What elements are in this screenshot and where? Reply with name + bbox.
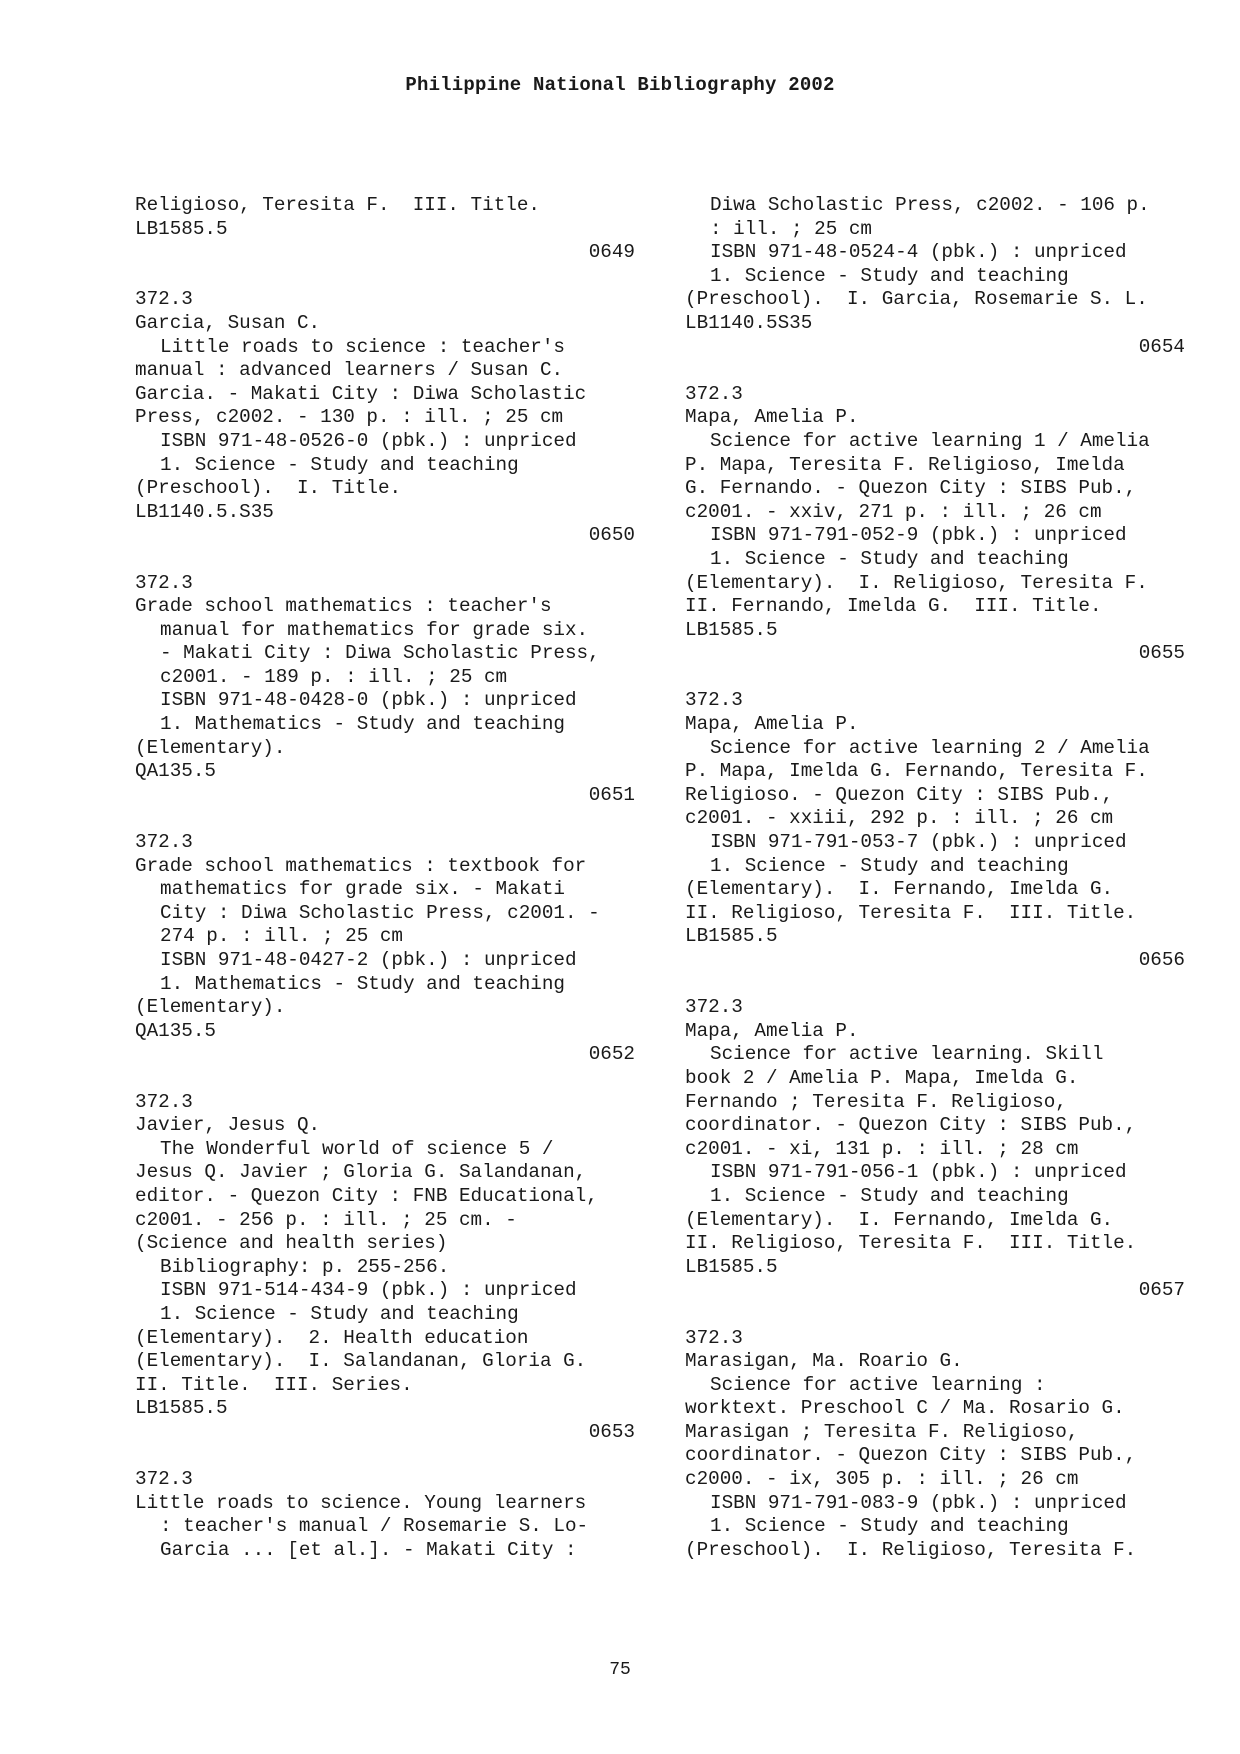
- entry-line: II. Religioso, Teresita F. III. Title.: [685, 1232, 1137, 1255]
- entry-line: G. Fernando. - Quezon City : SIBS Pub.,: [685, 477, 1137, 500]
- entry-line: II. Religioso, Teresita F. III. Title.: [685, 901, 1137, 924]
- entry-line: coordinator. - Quezon City : SIBS Pub.,: [685, 1444, 1137, 1467]
- entry-line: Science for active learning. Skill: [710, 1043, 1104, 1066]
- entry-line: ISBN 971-791-083-9 (pbk.) : unpriced: [710, 1491, 1127, 1514]
- entry-line: (Preschool). I. Religioso, Teresita F.: [685, 1538, 1137, 1561]
- entry-line: Mapa, Amelia P.: [685, 713, 859, 736]
- entry-line: 1. Mathematics - Study and teaching: [160, 713, 565, 736]
- entry-spacer: [135, 265, 635, 289]
- entry-line: Religioso. - Quezon City : SIBS Pub.,: [685, 783, 1114, 806]
- entry-spacer: [685, 359, 1185, 383]
- page-number: 75: [609, 1660, 631, 1680]
- entry-spacer: [135, 548, 635, 572]
- entry-line: ISBN 971-791-052-9 (pbk.) : unpriced: [710, 524, 1127, 547]
- class-number: 372.3: [685, 382, 743, 405]
- entry-number: 0654: [1138, 335, 1185, 358]
- bibliography-entry: [685, 996, 1185, 1303]
- entry-line: (Elementary). I. Fernando, Imelda G.: [685, 878, 1114, 901]
- entry-line: ISBN 971-48-0526-0 (pbk.) : unpriced: [160, 429, 577, 452]
- left-column: [135, 194, 635, 1562]
- entry-line: manual for mathematics for grade six.: [160, 618, 589, 641]
- entry-line: c2001. - xi, 131 p. : ill. ; 28 cm: [685, 1137, 1079, 1160]
- bibliography-entry: [135, 288, 635, 548]
- entry-line: LB1585.5: [685, 618, 778, 641]
- bibliography-entry: [135, 1091, 635, 1445]
- continued-entry-line: Diwa Scholastic Press, c2002. - 106 p.: [710, 194, 1150, 216]
- entry-line: 1. Science - Study and teaching: [710, 854, 1069, 877]
- entry-line: 1. Science - Study and teaching: [710, 547, 1069, 570]
- entry-line: c2001. - xxiv, 271 p. : ill. ; 26 cm: [685, 500, 1102, 523]
- entry-spacer: [685, 666, 1185, 690]
- entry-line: Little roads to science : teacher's: [160, 335, 565, 358]
- entry-line: c2001. - 189 p. : ill. ; 25 cm: [160, 665, 508, 688]
- entry-line: 1. Science - Study and teaching: [710, 1184, 1069, 1207]
- entry-number: 0649: [588, 241, 635, 264]
- entry-line: 1. Science - Study and teaching: [710, 1515, 1069, 1538]
- entry-spacer: [685, 973, 1185, 997]
- entry-number: 0651: [588, 783, 635, 806]
- entry-line: (Elementary). I. Religioso, Teresita F.: [685, 571, 1148, 594]
- entry-line: Garcia. - Makati City : Diwa Scholastic: [135, 382, 587, 405]
- entry-line: Marasigan ; Teresita F. Religioso,: [685, 1420, 1079, 1443]
- entry-line: (Elementary). 2. Health education: [135, 1326, 529, 1349]
- entry-line: coordinator. - Quezon City : SIBS Pub.,: [685, 1114, 1137, 1137]
- entry-line: Grade school mathematics : teacher's: [135, 595, 552, 618]
- bibliography-entry: [685, 689, 1185, 972]
- continued-entry-line: LB1585.5: [135, 217, 228, 240]
- continued-entry-line: ISBN 971-48-0524-4 (pbk.) : unpriced: [710, 241, 1127, 264]
- entry-line: c2000. - ix, 305 p. : ill. ; 26 cm: [685, 1468, 1079, 1491]
- entry-line: (Elementary).: [135, 736, 286, 759]
- class-number: 372.3: [135, 1090, 193, 1113]
- page-title: Philippine National Bibliography 2002: [405, 74, 835, 96]
- entry-line: Press, c2002. - 130 p. : ill. ; 25 cm: [135, 406, 564, 429]
- entry-line: (Elementary). I. Salandanan, Gloria G.: [135, 1350, 587, 1373]
- entry-line: Fernando ; Teresita F. Religioso,: [685, 1090, 1067, 1113]
- entry-number: 0657: [1138, 1279, 1185, 1302]
- entry-line: QA135.5: [135, 1019, 216, 1042]
- entry-line: Little roads to science. Young learners: [135, 1491, 587, 1514]
- entry-line: c2001. - xxiii, 292 p. : ill. ; 26 cm: [685, 807, 1114, 830]
- entry-line: Javier, Jesus Q.: [135, 1114, 321, 1137]
- entry-spacer: [135, 807, 635, 831]
- entry-number: 0653: [588, 1420, 635, 1443]
- entry-line: Marasigan, Ma. Roario G.: [685, 1350, 963, 1373]
- entry-line: - Makati City : Diwa Scholastic Press,: [160, 642, 600, 665]
- entry-line: Garcia, Susan C.: [135, 311, 321, 334]
- bibliography-entry: [135, 831, 635, 1067]
- entry-line: mathematics for grade six. - Makati: [160, 878, 565, 901]
- entry-line: Bibliography: p. 255-256.: [160, 1255, 450, 1278]
- entry-line: ISBN 971-791-056-1 (pbk.) : unpriced: [710, 1161, 1127, 1184]
- class-number: 372.3: [135, 831, 193, 854]
- entry-line: P. Mapa, Teresita F. Religioso, Imelda: [685, 453, 1125, 476]
- entry-line: P. Mapa, Imelda G. Fernando, Teresita F.: [685, 760, 1148, 783]
- class-number: 372.3: [685, 689, 743, 712]
- entry-line: Science for active learning 2 / Amelia: [710, 736, 1150, 759]
- entry-line: 274 p. : ill. ; 25 cm: [160, 925, 403, 948]
- entry-line: (Elementary).: [135, 996, 286, 1019]
- entry-line: Mapa, Amelia P.: [685, 1019, 859, 1042]
- entry-line: (Science and health series): [135, 1232, 448, 1255]
- continued-entry-line: Religioso, Teresita F. III. Title.: [135, 194, 540, 216]
- entry-line: 1. Science - Study and teaching: [160, 453, 519, 476]
- class-number: 372.3: [135, 1468, 193, 1491]
- entry-number: 0656: [1138, 949, 1185, 971]
- entry-line: LB1585.5: [135, 1397, 228, 1420]
- entry-line: II. Fernando, Imelda G. III. Title.: [685, 595, 1102, 618]
- entry-line: ISBN 971-48-0427-2 (pbk.) : unpriced: [160, 949, 577, 971]
- entry-line: (Elementary). I. Fernando, Imelda G.: [685, 1208, 1114, 1231]
- entry-line: Jesus Q. Javier ; Gloria G. Salandanan,: [135, 1161, 587, 1184]
- entry-spacer: [135, 1444, 635, 1468]
- entry-spacer: [135, 1067, 635, 1091]
- entry-line: editor. - Quezon City : FNB Educational,: [135, 1184, 598, 1207]
- entry-line: Grade school mathematics : textbook for: [135, 854, 587, 877]
- entry-number: 0652: [588, 1043, 635, 1066]
- bibliography-entry: [685, 383, 1185, 666]
- entry-spacer: [685, 1303, 1185, 1327]
- entry-line: LB1585.5: [685, 925, 778, 948]
- entry-line: Mapa, Amelia P.: [685, 406, 859, 429]
- bibliography-entry: [135, 1468, 635, 1562]
- class-number: 372.3: [685, 1326, 743, 1349]
- entry-line: LB1585.5: [685, 1255, 778, 1278]
- entry-line: LB1140.5.S35: [135, 500, 274, 523]
- bibliography-entry: [685, 1327, 1185, 1563]
- entry-line: II. Title. III. Series.: [135, 1373, 413, 1396]
- entry-line: Science for active learning 1 / Amelia: [710, 429, 1150, 452]
- entry-line: Garcia ... [et al.]. - Makati City :: [160, 1538, 577, 1561]
- continued-entry-line: : ill. ; 25 cm: [710, 217, 872, 240]
- entry-line: manual : advanced learners / Susan C.: [135, 359, 564, 382]
- entry-line: 1. Science - Study and teaching: [160, 1302, 519, 1325]
- continued-entry-line: 1. Science - Study and teaching: [710, 264, 1069, 287]
- entry-line: worktext. Preschool C / Ma. Rosario G.: [685, 1397, 1125, 1420]
- class-number: 372.3: [685, 996, 743, 1019]
- entry-number: 0655: [1138, 642, 1185, 665]
- entry-line: The Wonderful world of science 5 /: [160, 1137, 554, 1160]
- entry-line: book 2 / Amelia P. Mapa, Imelda G.: [685, 1066, 1079, 1089]
- entry-line: : teacher's manual / Rosemarie S. Lo-: [160, 1515, 589, 1538]
- entry-line: 1. Mathematics - Study and teaching: [160, 972, 565, 995]
- continued-entry-line: (Preschool). I. Garcia, Rosemarie S. L.: [685, 288, 1148, 311]
- entry-line: Science for active learning :: [710, 1373, 1046, 1396]
- right-column: [685, 194, 1185, 1562]
- entry-line: (Preschool). I. Title.: [135, 477, 402, 500]
- entry-line: ISBN 971-48-0428-0 (pbk.) : unpriced: [160, 689, 577, 712]
- entry-line: City : Diwa Scholastic Press, c2001. -: [160, 901, 600, 924]
- entry-number: 0650: [588, 524, 635, 547]
- class-number: 372.3: [135, 571, 193, 594]
- entry-line: ISBN 971-791-053-7 (pbk.) : unpriced: [710, 831, 1127, 854]
- entry-line: c2001. - 256 p. : ill. ; 25 cm. -: [135, 1208, 517, 1231]
- entry-line: ISBN 971-514-434-9 (pbk.) : unpriced: [160, 1279, 577, 1302]
- bibliography-entry: [135, 572, 635, 808]
- class-number: 372.3: [135, 288, 193, 311]
- entry-line: QA135.5: [135, 760, 216, 783]
- continued-entry-line: LB1140.5S35: [685, 311, 813, 334]
